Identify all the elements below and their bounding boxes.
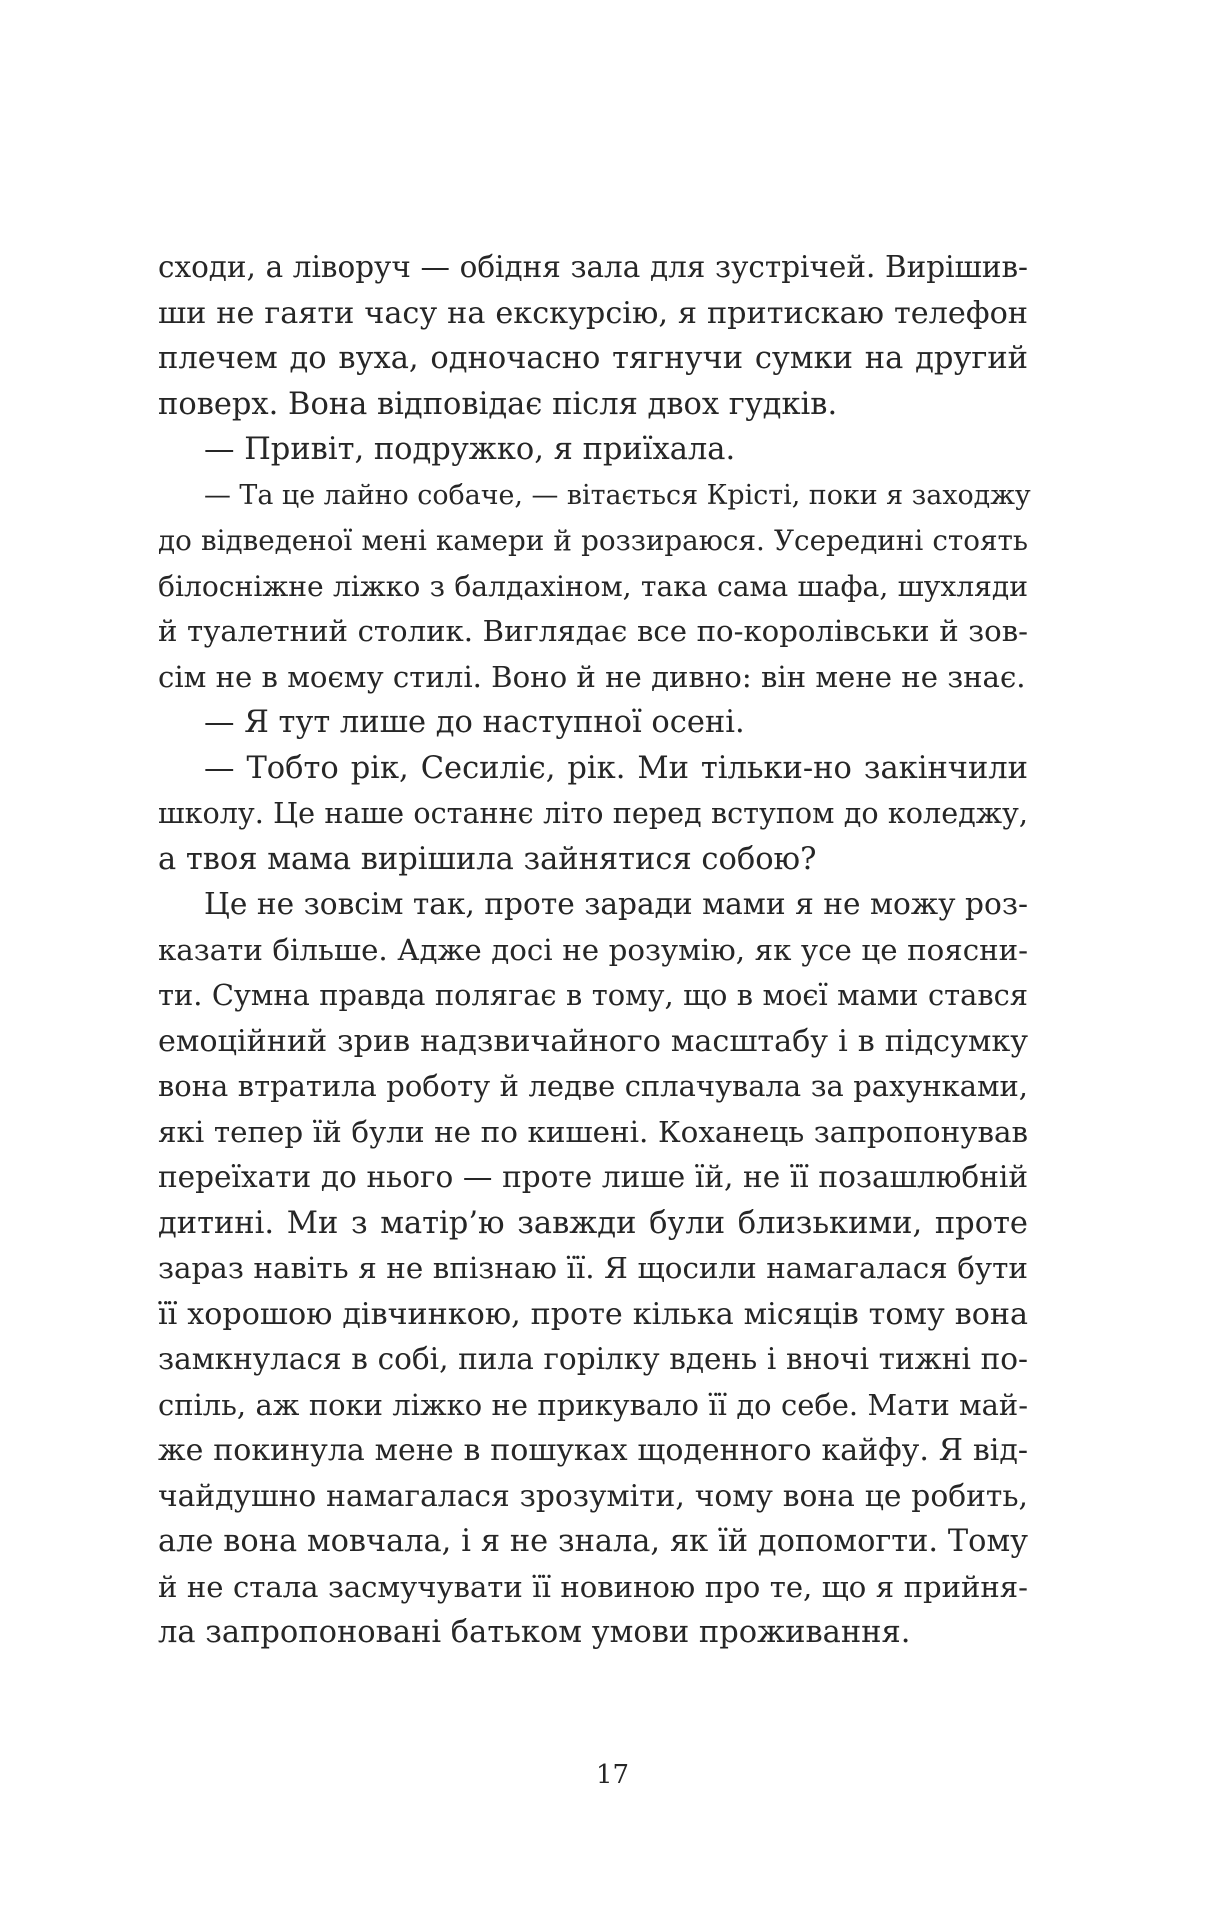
text-line: й не стала засмучувати її новиною про те, що я прийня- <box>158 1569 1028 1604</box>
dialogue-line: — Тобто рік, Сесиліє, рік. Ми тільки-но закінчили <box>204 750 1028 786</box>
text-line: переїхати до нього — проте лише їй, не її позашлюбній <box>158 1160 1028 1194</box>
text-line: її хорошою дівчинкою, проте кілька місяців тому вона <box>158 1296 1028 1332</box>
text-line: плечем до вуха, одночасно тягнучи сумки на другий <box>158 341 1028 376</box>
text-line: які тепер їй були не по кишені. Коханець запропонував <box>158 1114 1028 1149</box>
text-line: емоційний зрив надзвичайного масштабу і в підсумку <box>158 1023 1028 1059</box>
dialogue-line: — Привіт, подружко, я приїхала. <box>204 432 736 467</box>
text-line: сходи, а ліворуч — обідня зала для зустрічей. Вирішив- <box>158 250 1028 284</box>
dialogue-line: — Я тут лише до наступної осені. <box>204 705 745 740</box>
text-line: дитині. Ми з матір’ю завжди були близькими, проте <box>158 1205 1028 1241</box>
text-line: школу. Це наше останнє літо перед вступом до коледжу, <box>158 796 1028 830</box>
text-line: сім не в моєму стилі. Воно й не дивно: він мене не знає. <box>158 659 1026 694</box>
text-line: ти. Сумна правда полягає в тому, що в моєї мами стався <box>158 978 1028 1012</box>
page-number: 17 <box>595 1760 630 1790</box>
text-line: ши не гаяти часу на екскурсію, я притискаю телефон <box>158 295 1028 331</box>
text-line: білосніжне ліжко з балдахіном, така сама шафа, шухляди <box>158 569 1028 603</box>
text-line: же покинула мене в пошуках щоденного кайфу. Я від- <box>158 1433 1028 1468</box>
text-line: чайдушно намагалася зрозуміти, чому вона це робить, <box>158 1478 1028 1514</box>
text-line: казати більше. Адже досі не розумію, як усе це поясни- <box>158 932 1028 967</box>
dialogue-line: — Та це лайно собаче, — вітається Крісті, поки я заходжу <box>204 479 1031 511</box>
text-line: поверх. Вона відповідає після двох гудків. <box>158 386 838 422</box>
text-line: до відведеної мені камери й роззираюся. Усередині стоять <box>158 524 1028 557</box>
text-line: замкнулася в собі, пила горілку вдень і вночі тижні по- <box>158 1342 1028 1376</box>
text-line: а твоя мама вирішила зайнятися собою? <box>158 841 817 877</box>
paragraph-first-line: Це не зовсім так, проте заради мами я не можу роз- <box>204 887 1028 921</box>
text-line: зараз навіть я не впізнаю її. Я щосили намагалася бути <box>158 1251 1028 1285</box>
text-line: ла запропоновані батьком умови проживання. <box>158 1615 911 1650</box>
text-line: але вона мовчала, і я не знала, як їй допомогти. Тому <box>158 1524 1028 1559</box>
text-line: спіль, аж поки ліжко не прикувало її до себе. Мати май- <box>158 1387 1028 1422</box>
body-text <box>158 245 1031 1656</box>
text-line: вона втратила роботу й ледве сплачувала за рахунками, <box>158 1069 1028 1103</box>
text-line: й туалетний столик. Виглядає все по-королівськи й зов- <box>158 614 1028 648</box>
